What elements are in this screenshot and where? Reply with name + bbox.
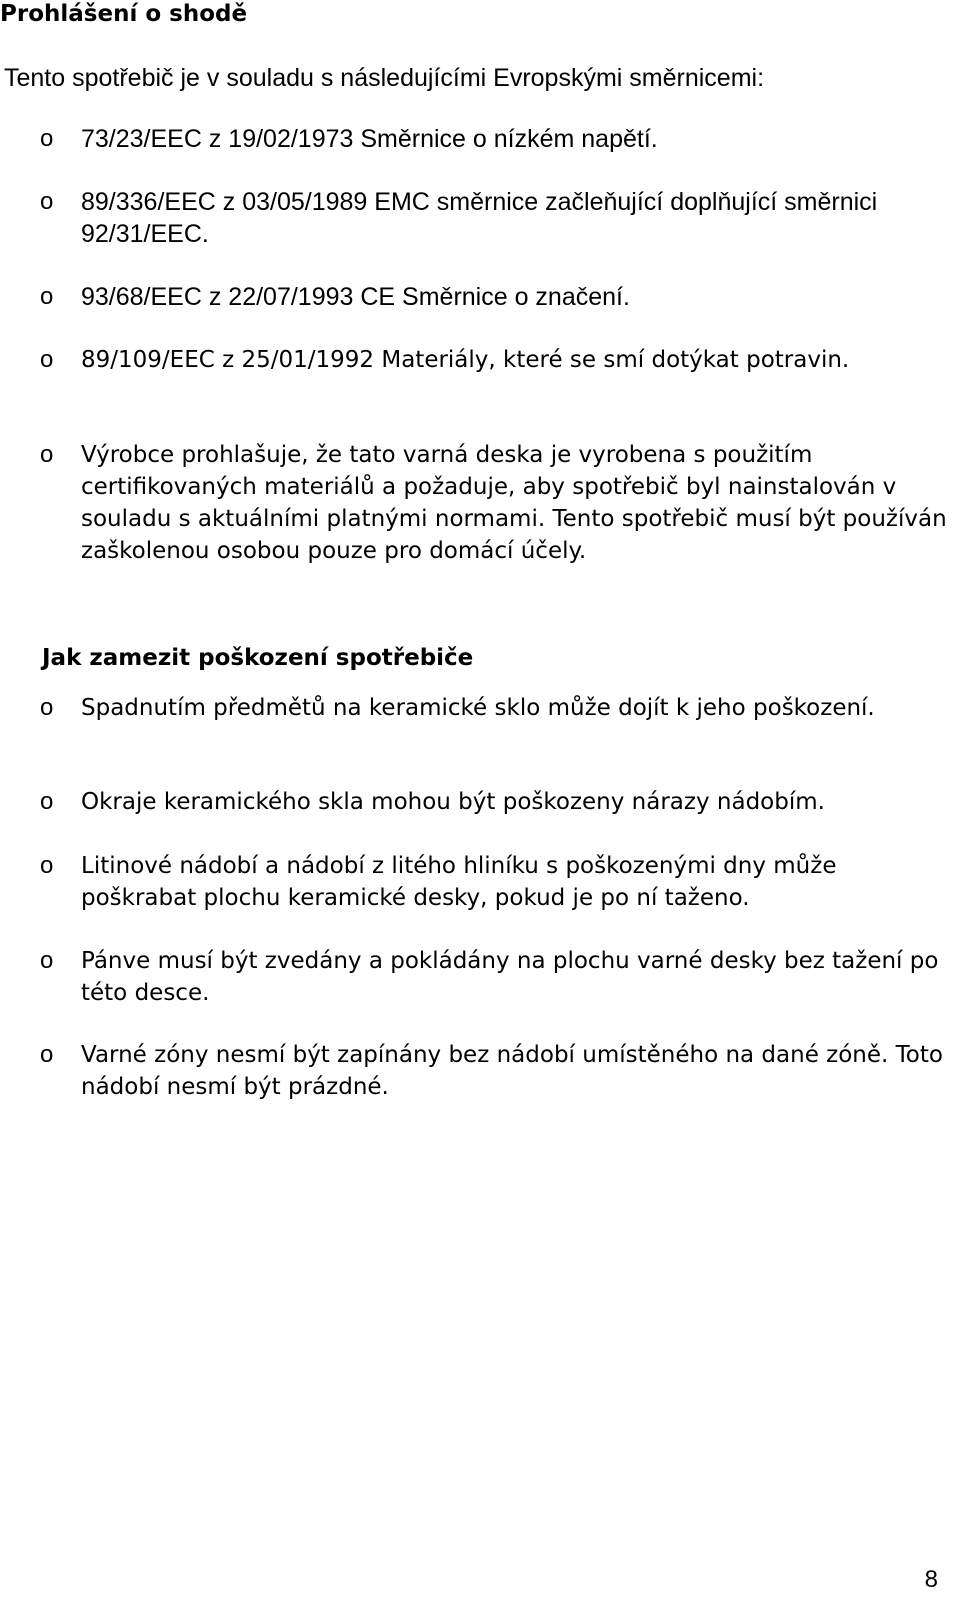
intro-text: Tento spotřebič je v souladu s následujícími Evropskými směrnicemi: [4,64,765,92]
bullet-icon: o [40,188,54,215]
list-item-text: 93/68/EEC z 22/07/1993 CE Směrnice o značení. [81,283,630,311]
bullet-icon: o [40,852,54,879]
bullet-icon: o [40,788,54,815]
bullet-icon: o [40,1041,54,1068]
list-item-text: 89/109/EEC z 25/01/1992 Materiály, které se smí dotýkat potravin. [81,347,850,373]
list-item-text: Litinové nádobí a nádobí z litého hliníku s poškozenými dny může poškrabat plochu keramické desky, pokud je po ní taženo. [81,853,837,911]
bullet-icon: o [40,283,54,310]
list-item-text: Spadnutím předmětů na keramické sklo může dojít k jeho poškození. [81,695,875,721]
bullet-icon: o [40,441,54,468]
bullet-icon: o [40,947,54,974]
list-item-text: Varné zóny nesmí být zapínány bez nádobí umístěného na dané zóně. Toto nádobí nesmí být prázdné. [81,1042,943,1100]
list-item-text: Okraje keramického skla mohou být poškozeny nárazy nádobím. [81,789,825,815]
list-item-text: Výrobce prohlašuje, že tato varná deska je vyrobena s použitím certifikovaných materiálů a požaduje, aby spotřebič byl nainstalován v souladu s aktuálními platnými normami. Tento spotřebič musí být používán zaškolenou osobou pouze pro domácí účely. [81,442,947,564]
bullet-icon: o [40,694,54,721]
bullet-icon: o [40,125,54,152]
list-item-text: 89/336/EEC z 03/05/1989 EMC směrnice začleňující doplňující směrnici 92/31/EEC. [81,188,878,248]
list-item-text: Pánve musí být zvedány a pokládány na plochu varné desky bez tažení po této desce. [81,948,939,1006]
section-title-damage-prevention: Jak zamezit poškození spotřebiče [42,645,474,671]
section-title-declaration: Prohlášení o shodě [0,1,248,27]
list-item-text: 73/23/EEC z 19/02/1973 Směrnice o nízkém napětí. [81,125,658,153]
page-number: 8 [924,1566,938,1593]
bullet-icon: o [40,346,54,373]
